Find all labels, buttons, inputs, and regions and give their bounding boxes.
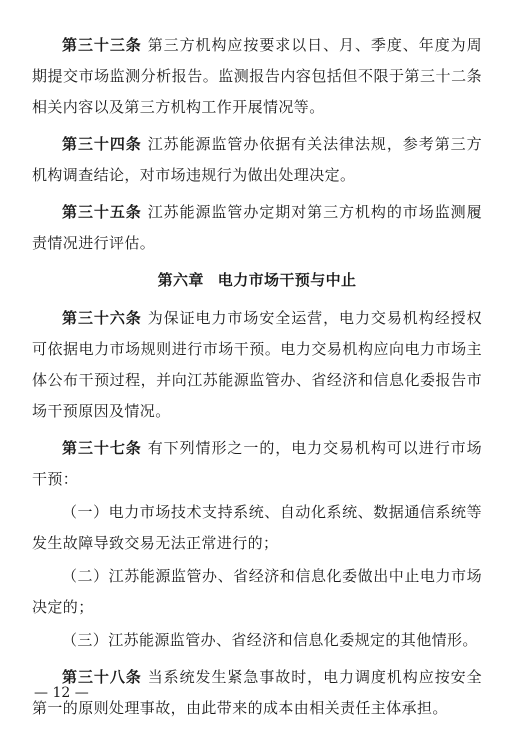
article-label: 第三十八条	[62, 668, 142, 686]
article-36	[32, 303, 482, 427]
article-35	[32, 197, 482, 259]
article-37-item-3: （三）江苏能源监管办、省经济和信息化委规定的其他情形。	[62, 631, 478, 649]
page-number: — 12 —	[34, 685, 89, 701]
article-label: 第三十七条	[62, 439, 142, 457]
article-label: 第三十三条	[62, 36, 142, 54]
article-38	[32, 662, 482, 724]
article-text: 当系统发生紧急事故时，电力调度机构应按安全第一的原则处理事故，由此带来的成本由相关责任主体承担。	[32, 668, 482, 717]
article-text: 为保证电力市场安全运营，电力交易机构经授权可依据电力市场规则进行市场干预。电力交易机构应向电力市场主体公布干预过程，并向江苏能源监管办、省经济和信息化委报告市场干预原因及情况。	[32, 309, 482, 420]
document-body	[32, 30, 482, 730]
article-37-item-2: （二）江苏能源监管办、省经济和信息化委做出中止电力市场决定的；	[32, 567, 482, 616]
chapter-number: 第六章	[157, 271, 204, 289]
article-text: 有下列情形之一的，电力交易机构可以进行市场干预：	[32, 439, 482, 488]
article-text: 江苏能源监管办依据有关法律法规，参考第三方机构调查结论，对市场违规行为做出处理决定。	[32, 135, 482, 184]
article-label: 第三十四条	[62, 135, 142, 153]
article-37	[32, 433, 482, 495]
article-34	[32, 129, 482, 191]
article-33	[32, 30, 482, 123]
article-label: 第三十五条	[62, 203, 142, 221]
article-text: 江苏能源监管办定期对第三方机构的市场监测履责情况进行评估。	[32, 203, 482, 252]
article-37-item-1: （一）电力市场技术支持系统、自动化系统、数据通信系统等发生故障导致交易无法正常进行的；	[32, 503, 482, 552]
article-text: 第三方机构应按要求以日、月、季度、年度为周期提交市场监测分析报告。监测报告内容包括但不限于第三十二条相关内容以及第三方机构工作开展情况等。	[32, 36, 482, 116]
article-label: 第三十六条	[62, 309, 142, 327]
chapter-heading	[32, 265, 482, 295]
chapter-title: 电力市场干预与中止	[217, 271, 357, 289]
